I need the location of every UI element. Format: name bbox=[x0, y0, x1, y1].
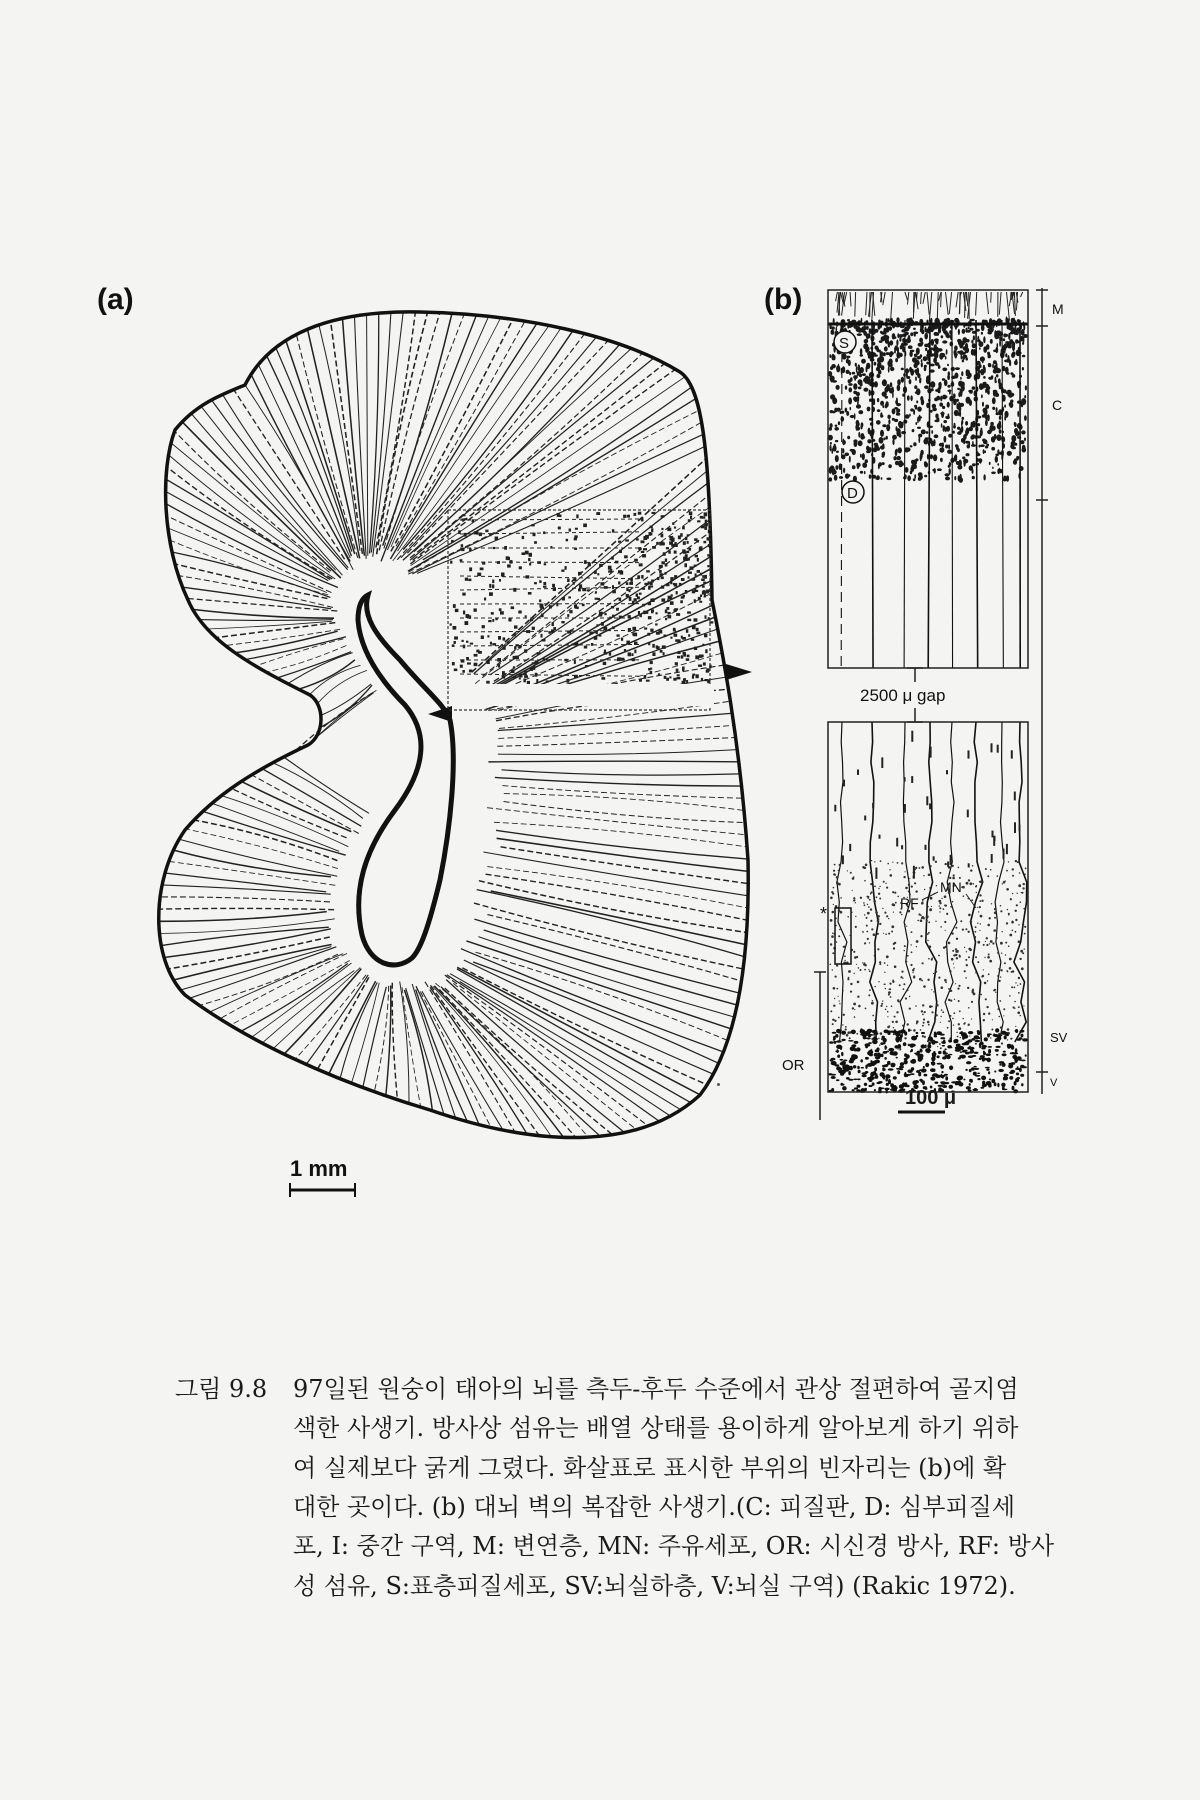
brain-section-drawing bbox=[0, 0, 780, 1240]
caption-text bbox=[293, 1370, 1073, 1606]
stray-dot bbox=[717, 1083, 720, 1086]
caption-line: 포, I: 중간 구역, M: 변연층, MN: 주유세포, OR: 시신경 방사, RF: 방사 bbox=[293, 1532, 1055, 1561]
layer-label-m: M bbox=[1052, 301, 1064, 317]
radial-fiber-lines bbox=[159, 312, 748, 1138]
caption-figure-number: 그림 9.8 bbox=[175, 1375, 268, 1403]
gap-label: 2500 μ gap bbox=[860, 686, 946, 705]
layer-label-v: V bbox=[1050, 1077, 1058, 1089]
caption-line: 여 실제보다 굵게 그렸다. 화살표로 표시한 부위의 빈자리는 (b)에 확 bbox=[293, 1453, 1007, 1482]
caption-line: 성 섬유, S:표층피질세포, SV:뇌실하층, V:뇌실 구역) (Rakic 1972). bbox=[293, 1571, 1016, 1600]
scale-bar-a-label: 1 mm bbox=[290, 1156, 348, 1181]
arrow-right bbox=[726, 664, 752, 680]
caption-line: 색한 사생기. 방사상 섬유는 배열 상태를 용이하게 알아보게 하기 위하 bbox=[293, 1414, 1019, 1443]
marker-s-label: S bbox=[839, 335, 850, 352]
ventricle-cavity bbox=[358, 595, 453, 965]
label-mn-leader bbox=[966, 894, 976, 908]
layer-label-sv: SV bbox=[1050, 1030, 1068, 1045]
gap-region bbox=[450, 684, 714, 706]
caption-line: 97일된 원숭이 태아의 뇌를 측두-후두 수준에서 관상 절편하여 골지염 bbox=[293, 1375, 1019, 1403]
strip-lower bbox=[828, 722, 1028, 1094]
marker-d-label: D bbox=[847, 485, 858, 502]
panel-b-label: (b) bbox=[764, 283, 803, 316]
panel-a-label: (a) bbox=[97, 283, 134, 316]
asterisk-marker: * bbox=[820, 904, 828, 924]
caption-line: 대한 곳이다. (b) 대뇌 벽의 복잡한 사생기.(C: 피질판, D: 심부피질세 bbox=[293, 1493, 1016, 1522]
strip-upper bbox=[828, 292, 1028, 668]
label-mn: MN bbox=[940, 879, 962, 895]
scale-bar-b-label: 100 μ bbox=[905, 1087, 957, 1109]
layer-label-or: OR bbox=[782, 1057, 805, 1074]
label-rf: RF bbox=[900, 895, 919, 911]
layer-label-c: C bbox=[1052, 397, 1063, 413]
cerebral-wall-drawing bbox=[780, 260, 1080, 1120]
